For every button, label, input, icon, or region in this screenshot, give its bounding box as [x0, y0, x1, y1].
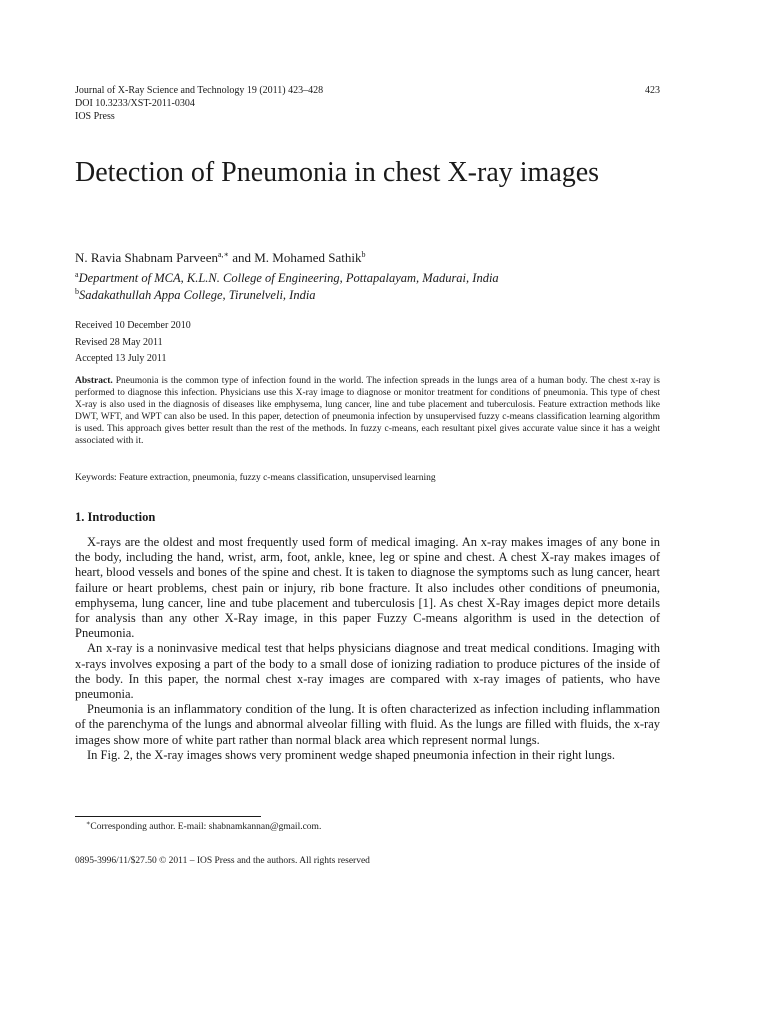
- footnote-mark: ∗: [86, 820, 91, 827]
- footnote-divider: [75, 816, 261, 817]
- affiliation-text: Department of MCA, K.L.N. College of Engineering, Pottapalayam, Madurai, India: [78, 271, 499, 285]
- author-name: N. Ravia Shabnam Parveen: [75, 250, 218, 265]
- section-heading: 1. Introduction: [75, 510, 156, 524]
- revised-date: Revised 28 May 2011: [75, 336, 163, 348]
- author-name: M. Mohamed Sathik: [254, 250, 362, 265]
- affiliation: [75, 288, 316, 303]
- accepted-date: Accepted 13 July 2011: [75, 353, 167, 364]
- abstract-text: Pneumonia is the common type of infection found in the world. The infection spreads in the lungs area of a human body. The chest x-ray is performed to diagnose this infection. Physicians use this X-ray image to diagnose or monitor treatment for conditions of pneumonia. This type of chest X-ray is also used in the diagnosis of diseases like emphysema, lung cancer, line and tube placement and tuberculosis. Feature extraction methods like DWT, WFT, and WPT can also be used. In this paper, detection of pneumonia infection by unsupervised fuzzy c-means classification learning algorithm is used. This approach gives better result than the rest of the methods. In fuzzy c-means, each resultant pixel gives accurate value since it has a weight associated with it.: [75, 376, 660, 446]
- affiliation: [75, 271, 499, 286]
- journal-header: [75, 84, 660, 123]
- doi: DOI 10.3233/XST-2011-0304: [75, 98, 195, 109]
- author-list: [75, 250, 366, 266]
- affiliation-mark: b: [75, 287, 79, 296]
- keywords: Keywords: Feature extraction, pneumonia, fuzzy c-means classification, unsupervised learning: [75, 473, 436, 483]
- section-body: [75, 535, 660, 763]
- footnote-text: Corresponding author. E-mail: shabnamkannan@gmail.com.: [90, 822, 322, 832]
- journal-citation: Journal of X-Ray Science and Technology 19 (2011) 423–428: [75, 85, 324, 96]
- author-affiliation-mark: a,∗: [217, 250, 229, 259]
- affiliation-text: Sadakathullah Appa College, Tirunelveli, India: [79, 288, 316, 302]
- paragraph: Pneumonia is an inflammatory condition of the lung. It is often characterized as infection including inflammation of the parenchyma of the lungs and abnormal alveolar filling with fluid. As the lungs are filled with fluids, the x-ray images show more of white part rather than normal black area which represent normal lungs.: [75, 702, 660, 747]
- abstract-label: Abstract.: [75, 376, 113, 386]
- affiliation-mark: a: [75, 270, 79, 279]
- abstract: [75, 376, 660, 447]
- copyright-line: 0895-3996/11/$27.50 © 2011 – IOS Press and the authors. All rights reserved: [75, 856, 370, 866]
- received-date: Received 10 December 2010: [75, 320, 191, 331]
- paragraph: An x-ray is a noninvasive medical test that helps physicians diagnose and treat medical conditions. Imaging with x-rays involves exposing a part of the body to a small dose of ionizing radiation to produce pictures of the inside of the body. In this paper, the normal chest x-ray images are compared with x-ray images of patients, who have pneumonia.: [75, 641, 660, 702]
- paper-title: Detection of Pneumonia in chest X-ray images: [75, 157, 600, 188]
- paragraph: X-rays are the oldest and most frequently used form of medical imaging. An x-ray makes images of any bone in the body, including the hand, wrist, arm, foot, ankle, knee, leg or spine and chest. A chest X-ray makes images of heart, blood vessels and bones of the spine and chest. It is taken to diagnose the symptoms such as lung cancer, heart failure or heart problems, chest pain or injury, rib bone fracture. It also includes other conditions of pneumonia, emphysema, lung cancer, line and tube placement and tuberculosis [1]. As chest X-Ray images depict more details for analysis than any other X-Ray image, in this paper Fuzzy C-means algorithm is used in the detection of Pneumonia.: [75, 535, 660, 641]
- paragraph: In Fig. 2, the X-ray images shows very prominent wedge shaped pneumonia infection in their right lungs.: [87, 747, 616, 762]
- publisher: IOS Press: [75, 111, 115, 122]
- submission-dates: [75, 318, 191, 368]
- page-number: 423: [645, 85, 660, 96]
- footnote: [86, 822, 321, 832]
- author-affiliation-mark: b: [361, 250, 366, 259]
- author-connector: and: [228, 250, 255, 265]
